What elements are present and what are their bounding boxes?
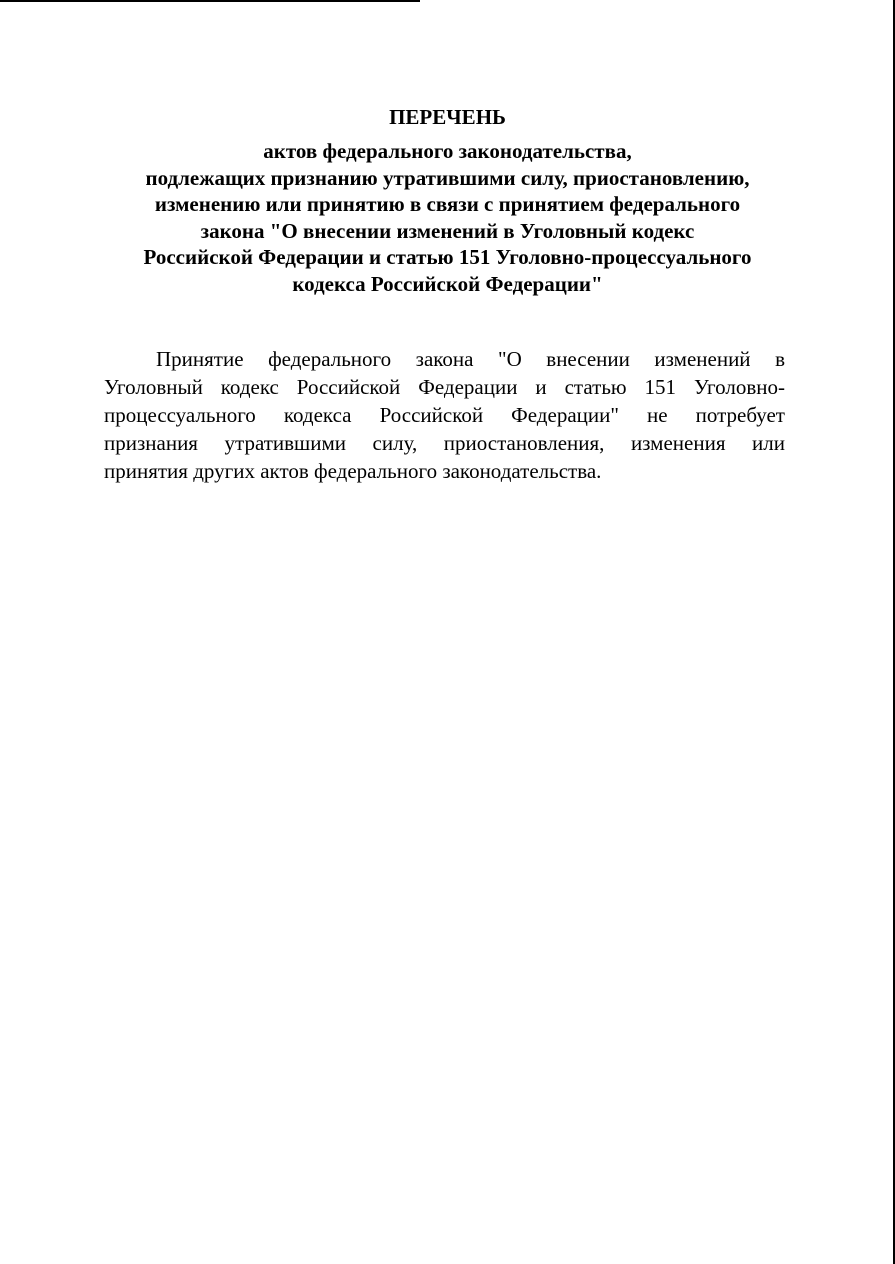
scan-edge-top — [0, 0, 420, 2]
subheading-line: актов федерального законодательства, — [263, 139, 632, 163]
body-line: Принятие федерального закона "О внесении изменений в — [156, 347, 785, 371]
body-line: принятия других актов федерального законодательства. — [104, 459, 602, 483]
subheading-line: кодекса Российской Федерации" — [292, 271, 603, 296]
subheading-line: изменению или принятию в связи с принятием федерального — [154, 192, 741, 216]
document-subheading — [90, 138, 805, 297]
subheading-line: подлежащих признанию утратившими силу, приостановлению, — [145, 165, 750, 190]
body-line: признания утратившими силу, приостановления, изменения или — [104, 431, 785, 455]
subheading-line: закона "О внесении изменений в Уголовный кодекс — [200, 218, 695, 243]
body-line: процессуального кодекса Российской Федерации" не потребует — [104, 403, 785, 427]
body-line: Уголовный кодекс Российской Федерации и статью 151 Уголовно- — [104, 375, 785, 399]
subheading-line: Российской Федерации и статью 151 Уголовно-процессуального — [143, 245, 752, 269]
document-body-paragraph — [104, 345, 785, 485]
document-heading: ПЕРЕЧЕНЬ — [389, 105, 506, 129]
